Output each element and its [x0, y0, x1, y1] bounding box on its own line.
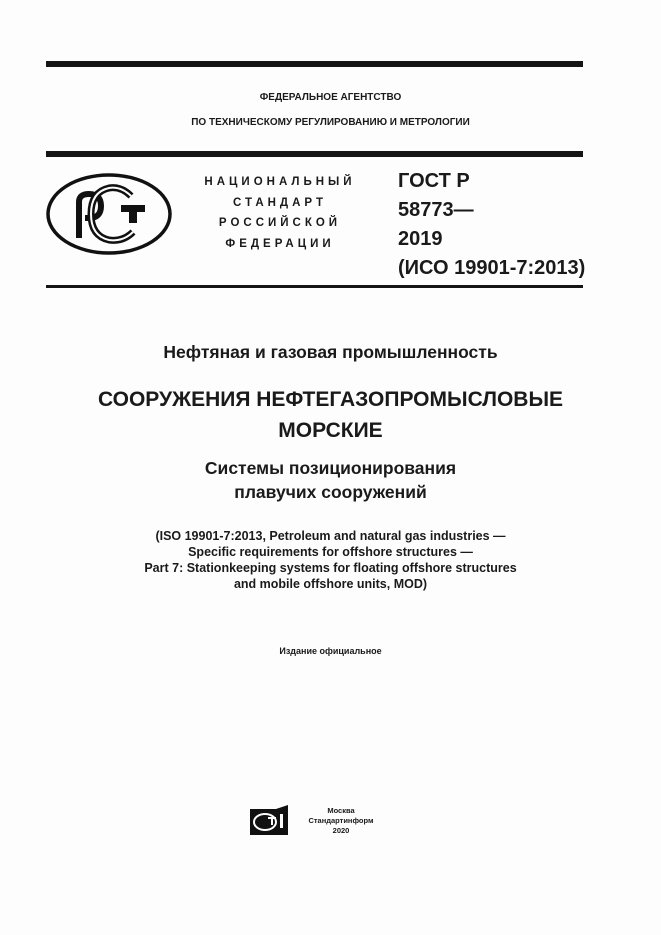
industry-title: Нефтяная и газовая промышленность: [163, 342, 498, 362]
designation-line1: ГОСТ Р: [398, 170, 470, 192]
publisher-year: 2020: [332, 826, 350, 835]
designation-line2: 58773—: [398, 199, 474, 221]
national-standard-line4: ФЕДЕРАЦИИ: [225, 237, 335, 250]
iso-reference-line4: and mobile offshore units, MOD): [233, 577, 428, 591]
publisher-city: Москва: [327, 806, 355, 815]
national-standard-line2: СТАНДАРТ: [233, 196, 327, 209]
iso-reference-line1: (ISO 19901-7:2013, Petroleum and natural gas industries —: [155, 529, 506, 543]
designation-line3: 2019: [398, 228, 443, 250]
header-rule: [46, 151, 583, 157]
standard-designation: [398, 167, 585, 283]
publisher-info: [296, 806, 386, 836]
main-title-line2: МОРСКИЕ: [278, 419, 383, 442]
main-title: [0, 384, 661, 446]
iso-reference-line3: Part 7: Stationkeeping systems for floating offshore structures: [144, 561, 517, 575]
agency-name-line1: ФЕДЕРАЛЬНОЕ АГЕНТСТВО: [259, 92, 402, 103]
standartinform-logo-icon: [248, 805, 290, 837]
subtitle-line2: плавучих сооружений: [234, 482, 427, 502]
top-rule: [46, 61, 583, 67]
edition-label: Издание официальное: [279, 646, 382, 656]
national-standard-line1: НАЦИОНАЛЬНЫЙ: [204, 176, 356, 188]
agency-name-line2: ПО ТЕХНИЧЕСКОМУ РЕГУЛИРОВАНИЮ И МЕТРОЛОГИИ: [191, 117, 470, 128]
subtitle-line1: Системы позиционирования: [204, 458, 457, 478]
national-standard-label: [190, 172, 370, 254]
subtitle: [0, 456, 661, 504]
iso-reference-line2: Specific requirements for offshore structures —: [188, 545, 473, 559]
main-title-line1: СООРУЖЕНИЯ НЕФТЕГАЗОПРОМЫСЛОВЫЕ: [97, 388, 564, 411]
iso-reference: [0, 528, 661, 592]
designation-rule: [46, 285, 583, 288]
national-standard-line3: РОССИЙСКОЙ: [218, 217, 342, 229]
rst-gost-emblem-icon: [45, 172, 173, 256]
designation-line4: (ИСО 19901-7:2013): [398, 257, 586, 279]
publisher-name: Стандартинформ: [308, 816, 374, 825]
